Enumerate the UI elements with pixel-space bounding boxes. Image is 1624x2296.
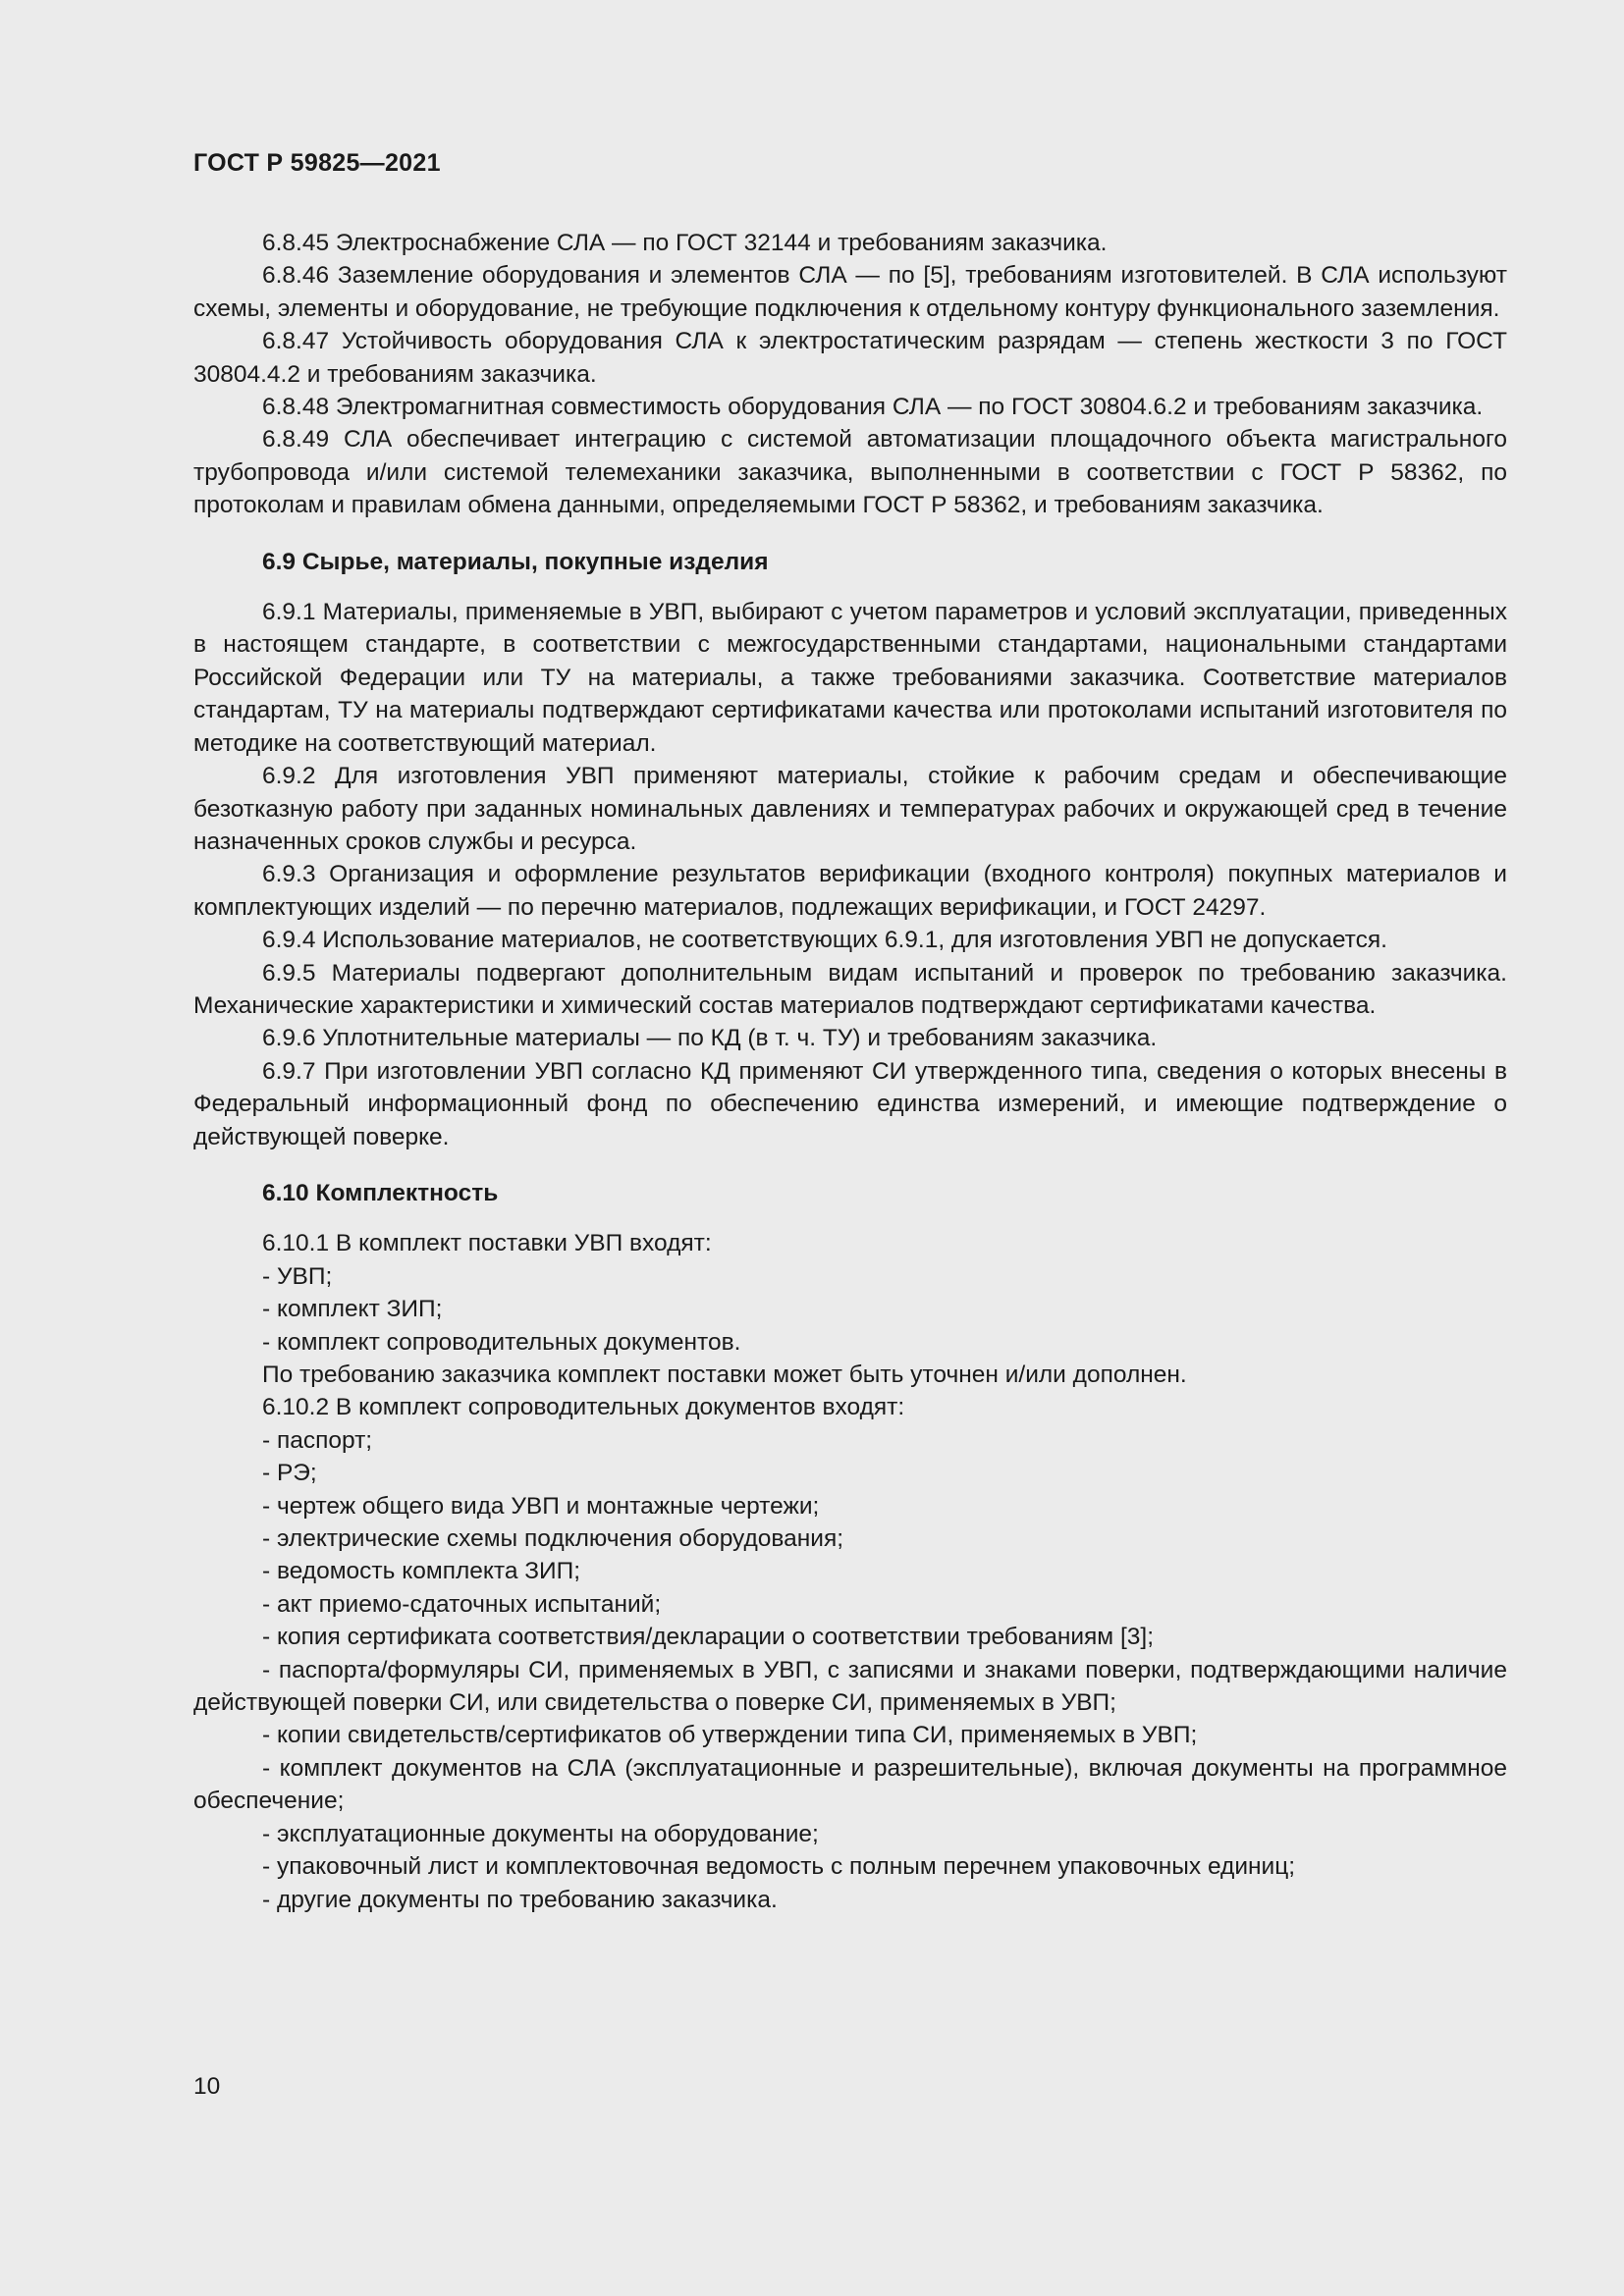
paragraph-6-8-49: 6.8.49 СЛА обеспечивает интеграцию с системой автоматизации площадочного объекта магистрального трубопровода и/или системой телемеханики заказчика, выполненными в соответствии с ГОСТ Р 58362, по протоколам и правилам обмена данными, определяемыми ГОСТ Р 58362, и требованиям заказчика.: [193, 426, 1507, 519]
paragraph-6-9-6: 6.9.6 Уплотнительные материалы — по КД (в т. ч. ТУ) и требованиям заказчика.: [262, 1025, 1158, 1052]
paragraph-6-9-7: 6.9.7 При изготовлении УВП согласно КД применяют СИ утвержденного типа, сведения о которых внесены в Федеральный информационный фонд по обеспечению единства измерений, и имеющие подтверждение о действующей поверке.: [193, 1057, 1507, 1150]
page-number: 10: [193, 2073, 221, 2100]
list-item: - комплект документов на СЛА (эксплуатационные и разрешительные), включая документы на программное обеспечение;: [193, 1754, 1507, 1815]
list-item: - ведомость комплекта ЗИП;: [262, 1558, 581, 1585]
paragraph-6-9-5: 6.9.5 Материалы подвергают дополнительным видам испытаний и проверок по требованию заказчика. Механические характеристики и химический состав материалов подтверждают сертификатами качества.: [193, 959, 1507, 1019]
section-6-10-title: 6.10 Комплектность: [262, 1179, 499, 1206]
paragraph-6-9-2: 6.9.2 Для изготовления УВП применяют материалы, стойкие к рабочим средам и обеспечивающие безотказную работу при заданных номинальных давлениях и температурах рабочих и окружающей сред в течение назначенных сроков службы и ресурса.: [193, 763, 1507, 855]
section-6-9-title: 6.9 Сырье, материалы, покупные изделия: [262, 548, 769, 575]
paragraph-6-8-48: 6.8.48 Электромагнитная совместимость оборудования СЛА — по ГОСТ 30804.6.2 и требованиям заказчика.: [262, 394, 1484, 421]
paragraph-6-9-1: 6.9.1 Материалы, применяемые в УВП, выбирают с учетом параметров и условий эксплуатации, приведенных в настоящем стандарте, в соответствии с межгосударственными стандартами, национальными стандартами Российской Федерации или ТУ на материалы, а также требованиями заказчика. Соответствие материалов стандартам, ТУ на материалы подтверждают сертификатами качества или протоколами испытаний изготовителя по методике на соответствующий материал.: [193, 599, 1507, 757]
list-item: - упаковочный лист и комплектовочная ведомость с полным перечнем упаковочных единиц;: [262, 1853, 1296, 1881]
paragraph-6-10-1-intro: 6.10.1 В комплект поставки УВП входят:: [262, 1230, 712, 1257]
paragraph-6-8-45: 6.8.45 Электроснабжение СЛА — по ГОСТ 32144 и требованиям заказчика.: [262, 230, 1108, 256]
paragraph-6-10-2-intro: 6.10.2 В комплект сопроводительных документов входят:: [262, 1394, 905, 1421]
list-item: - РЭ;: [262, 1460, 317, 1487]
list-item: - паспорта/формуляры СИ, применяемых в УВП, с записями и знаками поверки, подтверждающими наличие действующей поверки СИ, или свидетельства о поверке СИ, применяемых в УВП;: [193, 1656, 1507, 1717]
paragraph-6-9-3: 6.9.3 Организация и оформление результатов верификации (входного контроля) покупных материалов и комплектующих изделий — по перечню материалов, подлежащих верификации, и ГОСТ 24297.: [193, 861, 1507, 921]
list-item: - комплект ЗИП;: [262, 1296, 443, 1323]
paragraph-6-9-4: 6.9.4 Использование материалов, не соответствующих 6.9.1, для изготовления УВП не допускается.: [262, 927, 1387, 954]
list-item: - эксплуатационные документы на оборудование;: [262, 1820, 819, 1847]
paragraph-6-10-1-note: По требованию заказчика комплект поставки может быть уточнен и/или дополнен.: [262, 1362, 1187, 1388]
list-item: - чертеж общего вида УВП и монтажные чертежи;: [262, 1492, 820, 1520]
list-item: - другие документы по требованию заказчика.: [262, 1886, 778, 1913]
page-content: [193, 227, 1507, 1916]
list-item: - УВП;: [262, 1262, 333, 1290]
list-item: - копия сертификата соответствия/декларации о соответствии требованиям [3];: [262, 1624, 1155, 1651]
list-item: - копии свидетельств/сертификатов об утверждении типа СИ, применяемых в УВП;: [262, 1722, 1198, 1749]
list-item: - паспорт;: [262, 1426, 373, 1454]
paragraph-6-8-46: 6.8.46 Заземление оборудования и элементов СЛА — по [5], требованиям изготовителей. В СЛА используют схемы, элементы и оборудование, не требующие подключения к отдельному контуру функционального заземления.: [193, 262, 1507, 322]
list-item: - акт приемо-сдаточных испытаний;: [262, 1590, 662, 1618]
document-header: ГОСТ Р 59825—2021: [193, 149, 441, 177]
list-item: - комплект сопроводительных документов.: [262, 1328, 741, 1356]
paragraph-6-8-47: 6.8.47 Устойчивость оборудования СЛА к электростатическим разрядам — степень жесткости 3 по ГОСТ 30804.4.2 и требованиям заказчика.: [193, 328, 1507, 388]
list-item: - электрические схемы подключения оборудования;: [262, 1525, 844, 1553]
